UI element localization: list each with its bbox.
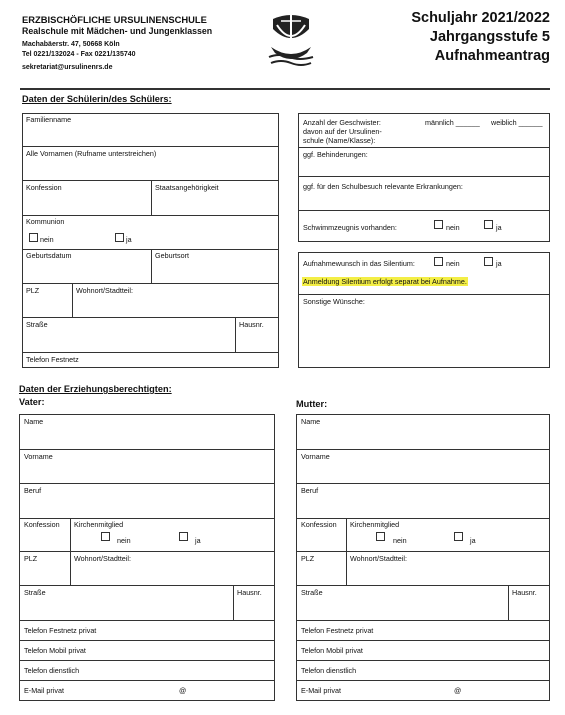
mutter-beruf-field[interactable] xyxy=(296,497,550,518)
behinderungen-field[interactable] xyxy=(298,160,550,176)
schwimm-ja-label: ja xyxy=(496,223,502,232)
mutter-tel-mobil-field[interactable] xyxy=(395,641,550,660)
vater-tel-mobil-field[interactable] xyxy=(120,641,275,660)
kommunion-nein-checkbox[interactable] xyxy=(29,233,38,242)
mutter-strasse-label: Straße xyxy=(301,588,323,597)
mutter-email-at: @ xyxy=(454,686,462,695)
behinderungen-label: ggf. Behinderungen: xyxy=(303,150,368,159)
vater-kirche-nein-checkbox[interactable] xyxy=(101,532,110,541)
vater-email-at: @ xyxy=(179,686,187,695)
vater-heading: Vater: xyxy=(19,397,45,407)
silentium-ja-checkbox[interactable] xyxy=(484,257,493,266)
vater-email-label: E-Mail privat xyxy=(24,686,64,695)
form-title: Aufnahmeantrag xyxy=(434,48,550,64)
vater-tel-dienst-label: Telefon dienstlich xyxy=(24,666,80,675)
geburtsort-field[interactable] xyxy=(152,262,279,283)
vater-vorname-field[interactable] xyxy=(19,463,275,483)
wuensche-field[interactable] xyxy=(298,307,550,368)
schwimm-label: Schwimmzeugnis vorhanden: xyxy=(303,223,397,232)
mutter-wohnort-field[interactable] xyxy=(347,565,550,585)
konfession-label: Konfession xyxy=(26,183,62,192)
mutter-tel-dienst-label: Telefon dienstlich xyxy=(301,666,357,675)
school-email: sekretariat@ursulinenrs.de xyxy=(22,64,113,71)
vater-wohnort-field[interactable] xyxy=(71,565,275,585)
school-subtitle: Realschule mit Mädchen- und Jungenklassen xyxy=(22,26,213,36)
vater-strasse-label: Straße xyxy=(24,588,46,597)
mutter-hausnr-label: Hausnr. xyxy=(512,588,537,597)
plz-field[interactable] xyxy=(22,297,72,317)
kommunion-label: Kommunion xyxy=(26,217,65,226)
vater-hausnr-label: Hausnr. xyxy=(237,588,262,597)
vater-tel-festnetz-label: Telefon Festnetz privat xyxy=(24,626,97,635)
kommunion-nein-label: nein xyxy=(40,235,54,244)
mutter-plz-label: PLZ xyxy=(301,554,315,563)
grade-level: Jahrgangsstufe 5 xyxy=(429,29,550,45)
mutter-email-field[interactable] xyxy=(376,681,550,701)
guardians-section-title: Daten der Erziehungsberechtigten: xyxy=(19,384,172,394)
plz-label: PLZ xyxy=(26,286,40,295)
mutter-email-label: E-Mail privat xyxy=(301,686,341,695)
silentium-nein-checkbox[interactable] xyxy=(434,257,443,266)
mutter-tel-festnetz-label: Telefon Festnetz privat xyxy=(301,626,374,635)
vater-plz-field[interactable] xyxy=(19,565,70,585)
geburtsdatum-field[interactable] xyxy=(22,262,151,283)
vater-kirche-ja-label: ja xyxy=(195,536,201,545)
hausnr-label: Hausnr. xyxy=(239,320,264,329)
geschwister-label-2: davon auf der Ursulinen- xyxy=(303,127,382,136)
vater-tel-dienst-field[interactable] xyxy=(120,661,275,680)
mutter-kirche-ja-checkbox[interactable] xyxy=(454,532,463,541)
school-year: Schuljahr 2021/2022 xyxy=(411,10,550,26)
mutter-hausnr-field[interactable] xyxy=(509,599,550,620)
vater-konfession-label: Konfession xyxy=(24,520,60,529)
mutter-wohnort-label: Wohnort/Stadtteil: xyxy=(350,554,407,563)
vater-hausnr-field[interactable] xyxy=(234,599,275,620)
vater-wohnort-label: Wohnort/Stadtteil: xyxy=(74,554,131,563)
geburtsdatum-label: Geburtsdatum xyxy=(26,251,72,260)
vater-kirche-ja-checkbox[interactable] xyxy=(179,532,188,541)
vater-plz-label: PLZ xyxy=(24,554,38,563)
schwimm-ja-checkbox[interactable] xyxy=(484,220,493,229)
geschwister-label-3: schule (Name/Klasse): xyxy=(303,136,376,145)
vater-tel-mobil-label: Telefon Mobil privat xyxy=(24,646,86,655)
telefon-label: Telefon Festnetz xyxy=(26,355,79,364)
geschwister-label-1: Anzahl der Geschwister: xyxy=(303,118,381,127)
mutter-vorname-label: Vorname xyxy=(301,452,330,461)
geburtsort-label: Geburtsort xyxy=(155,251,189,260)
header-rule xyxy=(20,88,550,90)
wuensche-label: Sonstige Wünsche: xyxy=(303,297,365,306)
ship-emblem-icon xyxy=(265,7,317,69)
telefon-field[interactable] xyxy=(110,353,279,368)
vater-strasse-field[interactable] xyxy=(19,599,233,620)
mutter-kirchenmitglied-label: Kirchenmitglied xyxy=(350,520,400,529)
mutter-name-label: Name xyxy=(301,417,321,426)
mutter-kirche-nein-checkbox[interactable] xyxy=(376,532,385,541)
strasse-field[interactable] xyxy=(22,331,235,352)
familienname-field[interactable] xyxy=(22,126,279,146)
vater-kirche-nein-label: nein xyxy=(117,536,131,545)
mutter-tel-festnetz-field[interactable] xyxy=(395,621,550,640)
kommunion-ja-label: ja xyxy=(126,235,132,244)
student-section-title: Daten der Schülerin/des Schülers: xyxy=(22,94,172,104)
vornamen-label: Alle Vornamen (Rufname unterstreichen) xyxy=(26,149,157,158)
schwimm-nein-label: nein xyxy=(446,223,460,232)
staatsangehoerigkeit-field[interactable] xyxy=(152,194,279,215)
schwimm-nein-checkbox[interactable] xyxy=(434,220,443,229)
vater-kirchenmitglied-label: Kirchenmitglied xyxy=(74,520,124,529)
erkrankungen-field[interactable] xyxy=(298,193,550,210)
mutter-heading: Mutter: xyxy=(296,399,328,409)
geschwister-weiblich[interactable]: weiblich ______ xyxy=(491,118,543,127)
vornamen-field[interactable] xyxy=(22,160,279,180)
vater-tel-festnetz-field[interactable] xyxy=(120,621,275,640)
mutter-name-field[interactable] xyxy=(296,428,550,449)
mutter-konfession-label: Konfession xyxy=(301,520,337,529)
mutter-kirche-ja-label: ja xyxy=(470,536,476,545)
vater-email-field[interactable] xyxy=(100,681,275,701)
vater-vorname-label: Vorname xyxy=(24,452,53,461)
school-phone: Tel 0221/132024 - Fax 0221/135740 xyxy=(22,51,136,58)
silentium-nein-label: nein xyxy=(446,259,460,268)
staatsangehoerigkeit-label: Staatsangehörigkeit xyxy=(155,183,219,192)
mutter-strasse-field[interactable] xyxy=(296,599,508,620)
vater-beruf-label: Beruf xyxy=(24,486,42,495)
wohnort-label: Wohnort/Stadtteil: xyxy=(76,286,133,295)
school-name: ERZBISCHÖFLICHE URSULINENSCHULE xyxy=(22,14,207,25)
mutter-vorname-field[interactable] xyxy=(296,463,550,483)
familienname-label: Familienname xyxy=(26,115,72,124)
vater-name-field[interactable] xyxy=(19,428,275,449)
school-address: Machabäerstr. 47, 50668 Köln xyxy=(22,41,120,48)
konfession-field[interactable] xyxy=(22,194,151,215)
hausnr-field[interactable] xyxy=(236,331,279,352)
erkrankungen-label: ggf. für den Schulbesuch relevante Erkrankungen: xyxy=(303,182,463,191)
geschwister-maennlich[interactable]: männlich ______ xyxy=(425,118,480,127)
mutter-tel-dienst-field[interactable] xyxy=(395,661,550,680)
vater-beruf-field[interactable] xyxy=(19,497,275,518)
wohnort-field[interactable] xyxy=(73,297,279,317)
mutter-beruf-label: Beruf xyxy=(301,486,319,495)
mutter-tel-mobil-label: Telefon Mobil privat xyxy=(301,646,363,655)
strasse-label: Straße xyxy=(26,320,48,329)
vater-name-label: Name xyxy=(24,417,44,426)
silentium-note: Anmeldung Silentium erfolgt separat bei Aufnahme. xyxy=(303,277,467,286)
mutter-kirche-nein-label: nein xyxy=(393,536,407,545)
kommunion-ja-checkbox[interactable] xyxy=(115,233,124,242)
silentium-label: Aufnahmewunsch in das Silentium: xyxy=(303,259,415,268)
silentium-ja-label: ja xyxy=(496,259,502,268)
mutter-plz-field[interactable] xyxy=(296,565,346,585)
